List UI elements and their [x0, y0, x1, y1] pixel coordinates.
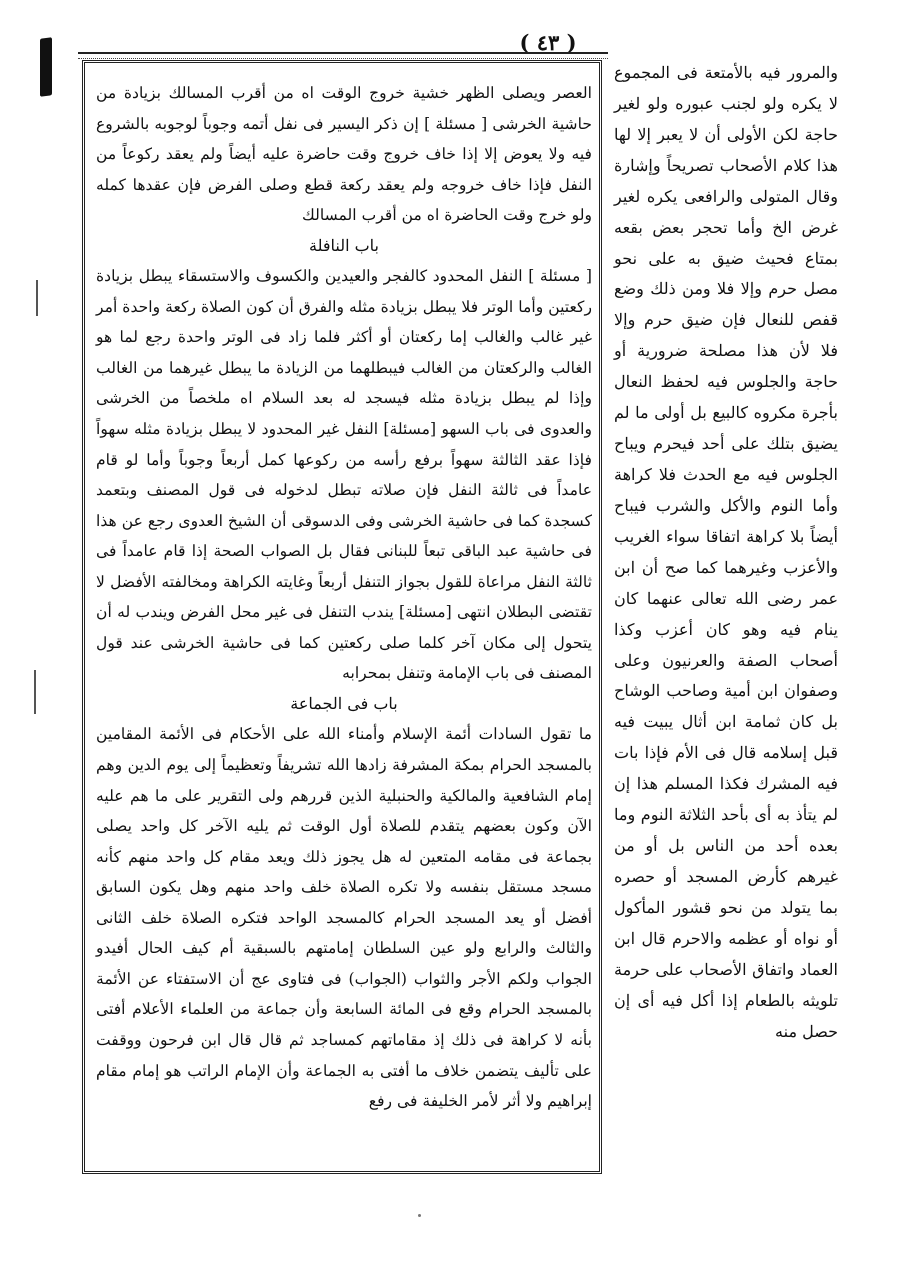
main-paragraph: العصر ويصلى الظهر خشية خروج الوقت اه من أقرب المسالك بزيادة من حاشية الخرشى [ مسئلة ] إن ذكر اليسير فى نفل أتمه وجوباً لوجوبه بالشروع فيه ولا يعوض إلا إذا خاف خروج وقت حاضرة عليه أيضاً ولم يعقد ركوعاً من النفل فإذا خاف خروجه ولم يعقد ركعة قطع وصلى الفرض فإن عقدها كمله ولو خرج وقت الحاضرة اه من أقرب المسالك — [96, 84, 592, 225]
margin-tick — [34, 670, 36, 714]
page-number: ( ٤٣ ) — [519, 30, 577, 55]
main-paragraph: [ مسئلة ] النفل المحدود كالفجر والعيدين والكسوف والاستسقاء يبطل بزيادة ركعتين وأما الوتر فلا يبطل بزيادة مثله والفرق أن كون الصلاة ركعة واحدة أمر غير غالب والغالب إما ركعتان أو أكثر فلما زاد فى الوتر واحدة رجع لما هو الغالب والركعتان من الغالب فيبطلهما من الزيادة ما يبطل غيرهما من الغالب وإذا لم يبطل بزيادة مثله فيسجد له بعد السلام اه ملخصاً من الخرشى والعدوى فى باب السهو [مسئلة] النفل غير المحدود لا يبطل بزيادة مثله سهواً فإذا عقد الثالثة سهواً برفع رأسه من ركوعها كمل أربعاً وجوباً وأما لو قام عامداً فى ثالثة النفل فإن صلاته تبطل لدخوله فى قول المصنف وبتعمد كسجدة كما فى حاشية الخرشى وفى الدسوقى أن الشيخ العدوى رجع عن هذا فى حاشية عبد الباقى تبعاً للبنانى فقال بل الصواب الصحة إذا قام عامداً فى ثالثة النفل مراعاة للقول بجواز التنفل أربعاً وغايته الكراهة ومخالفته الأفضل لا تقتضى البطلان انتهى [مسئلة] يندب التنفل فى غير محل الفرض ويندب له أن يتحول إلى مكان آخر كلما صلى ركعتين كما فى حاشية الخرشى عند قول المصنف فى باب الإمامة وتنفل بمحرابه — [96, 267, 592, 683]
top-rule — [78, 52, 608, 59]
margin-tick — [36, 280, 38, 316]
margin-paragraph: والمرور فيه بالأمتعة فى المجموع لا يكره ولو لجنب عبوره ولو لغير حاجة لكن الأولى أن لا يعبر إلا لها هذا كلام الأصحاب تصريحاً وإشارة وقال المتولى والرافعى يكره لغير غرض الخ وأما تحجر بعض بقعه بمتاع فحيث ضيق به على نحو مصل حرم وإلا فلا ومن ذلك وضع قفص للنعال فإن ضيق حرم وإلا فلا لأن هذا مصلحة ضرورية أو حاجة والجلوس فيه لحفظ النعال بأجرة مكروه كالبيع بل أولى ما لم يضيق بتلك على أحد فيحرم ويباح الجلوس فيه مع الحدث فلا كراهة وأما النوم والأكل والشرب فيباح أيضاً بلا كراهة اتفاقا سواء الغريب والأعزب وغيرهما كما صح أن ابن عمر رضى الله تعالى عنهما كان ينام فيه وهو كان أعزب وكذا أصحاب الصفة والعرنيون وعلى وصفوان ابن أمية وصاحب الوشاح بل كان ثمامة ابن أثال يبيت فيه قبل إسلامه قال فى الأم فإذا بات فيه المشرك فكذا المسلم هذا إن لم يتأذ به أى بأحد الثلاثة النوم وما بعده أحد من الناس بل أو من غيرهم كأرض المسجد أو حصره بما يتولد من نحو قشور المأكول أو نواه أو عظمه والاحرم قال ابن العماد واتفاق الأصحاب على حرمة تلويثه بالطعام إذا أكل فيه أى إن حصل منه — [614, 63, 838, 1041]
section-heading: باب فى الجماعة — [290, 693, 398, 713]
main-paragraph: ما تقول السادات أئمة الإسلام وأمناء الله على الأحكام فى الأئمة المقامين بالمسجد الحرام بمكة المشرفة زادها الله تشريفاً وتعظيماً إلى يوم الدين وهم إمام الشافعية والمالكية والحنبلية الذين قررهم ولى التقرير على ما هم عليه الآن وكون بعضهم يتقدم للصلاة أول الوقت ثم يليه الآخر كل واحد يصلى بجماعة فى مقامه المتعين له هل يجوز ذلك ويعد مقام كل واحد منهم كأنه مسجد مستقل بنفسه ولا تكره الصلاة خلف واحد منهم وهل يكون السابق أفضل أو يعد المسجد الحرام كالمسجد الواحد فتكره الصلاة خلف الثانى والثالث والرابع ولو عين السلطان إمامتهم بالسبقية أم كيف الحال أفيدو الجواب ولكم الأجر والثواب (الجواب) فى فتاوى عج أن الاستفتاء عن الأئمة بالمسجد الحرام وقع فى المائة السابعة وأن جماعة من العلماء الأعلام أفتى بأنه لا كراهة فى ذلك إذ مقاماتهم كمساجد ثم قال قال ابن فرحون ووقفت على تأليف يتضمن خلاف ما أفتى به الجماعة وأن الإمام الراتب هو إمام مقام إبراهيم ولا أثر لأمر الخليفة فى رفع — [96, 725, 592, 1111]
margin-commentary — [614, 58, 838, 1048]
binding-mark — [40, 37, 52, 97]
main-text-column — [96, 78, 592, 1117]
scan-speck — [418, 1214, 421, 1217]
section-heading: باب النافلة — [308, 235, 380, 255]
